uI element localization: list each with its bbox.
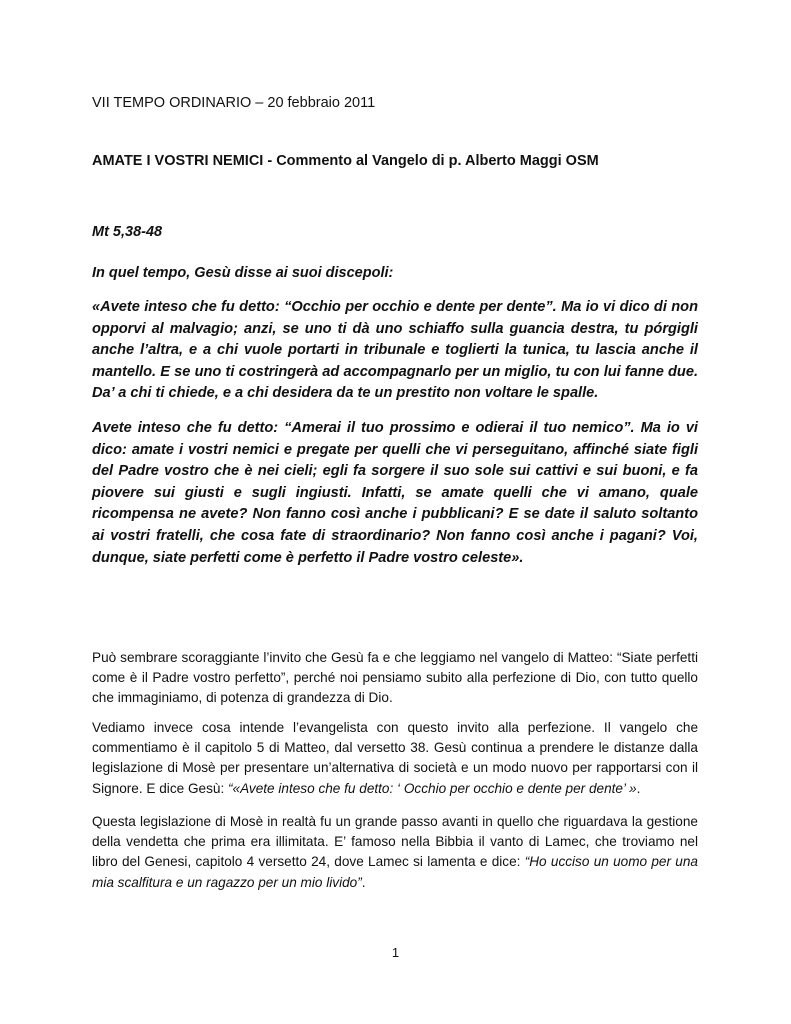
quotation: “Ho ucciso un uomo per una mia scalfitura e un ragazzo per un mio livido” (92, 854, 698, 890)
date-line: VII TEMPO ORDINARIO – 20 febbraio 2011 (92, 95, 376, 111)
commentary-paragraph (92, 718, 698, 799)
gospel-intro: In quel tempo, Gesù disse ai suoi discepoli: (92, 265, 394, 281)
paragraph-end: . (636, 780, 641, 796)
quotation: “«Avete inteso che fu detto: ‘ Occhio per occhio e dente per dente’ » (228, 780, 637, 796)
page-number: 1 (391, 945, 400, 960)
gospel-paragraph: «Avete inteso che fu detto: “Occhio per occhio e dente per dente”. Ma io vi dico di non opporvi al malvagio; anzi, se uno ti dà uno schiaffo sulla guancia destra, tu pórgigli anche l’altra, e a chi vuole portarti in tribunale e toglierti la tunica, tu lascia anche il mantello. E se uno ti costringerà ad accompagnarlo per un miglio, tu con lui fanne due. Da’ a chi ti chiede, e a chi desidera da te un prestito non voltare le spalle. (92, 299, 698, 402)
commentary-paragraph: Può sembrare scoraggiante l’invito che Gesù fa e che leggiamo nel vangelo di Matteo: “Siate perfetti come è il Padre vostro perfetto”, perché noi pensiamo subito alla perfezione di Dio, con tutto quello che immaginiamo, di potenza di grandezza di Dio. (92, 650, 698, 706)
document-title: AMATE I VOSTRI NEMICI - Commento al Vangelo di p. Alberto Maggi OSM (92, 153, 599, 169)
paragraph-end: . (361, 874, 366, 890)
paragraph-text: Vediamo invece cosa intende l’evangelista con questo invito alla perfezione. Il vangelo che commentiamo è il capitolo 5 di Matteo, dal versetto 38. Gesù continua a prendere le distanze dalla legislazione di Mosè per presentare un’alternativa di società e un modo nuovo per rapportarsi con il Signore. E dice Gesù: (92, 720, 698, 796)
commentary-paragraph (92, 812, 698, 893)
gospel-reference: Mt 5,38-48 (92, 224, 163, 240)
paragraph-text: Questa legislazione di Mosè in realtà fu un grande passo avanti in quello che riguardava la gestione della vendetta che prima era illimitata. E’ famoso nella Bibbia il vanto di Lamec, che troviamo nel libro del Genesi, capitolo 4 versetto 24, dove Lamec si lamenta e dice: (92, 814, 698, 870)
gospel-paragraph: Avete inteso che fu detto: “Amerai il tuo prossimo e odierai il tuo nemico”. Ma io vi dico: amate i vostri nemici e pregate per quelli che vi perseguitano, affinché siate figli del Padre vostro che è nei cieli; egli fa sorgere il suo sole sui cattivi e sui buoni, e fa piovere sui giusti e sugli ingiusti. Infatti, se amate quelli che vi amano, quale ricompensa ne avete? Non fanno così anche i pubblicani? E se date il saluto soltanto ai vostri fratelli, che cosa fate di straordinario? Non fanno così anche i pagani? Voi, dunque, siate perfetti come è perfetto il Padre vostro celeste». (92, 420, 698, 566)
